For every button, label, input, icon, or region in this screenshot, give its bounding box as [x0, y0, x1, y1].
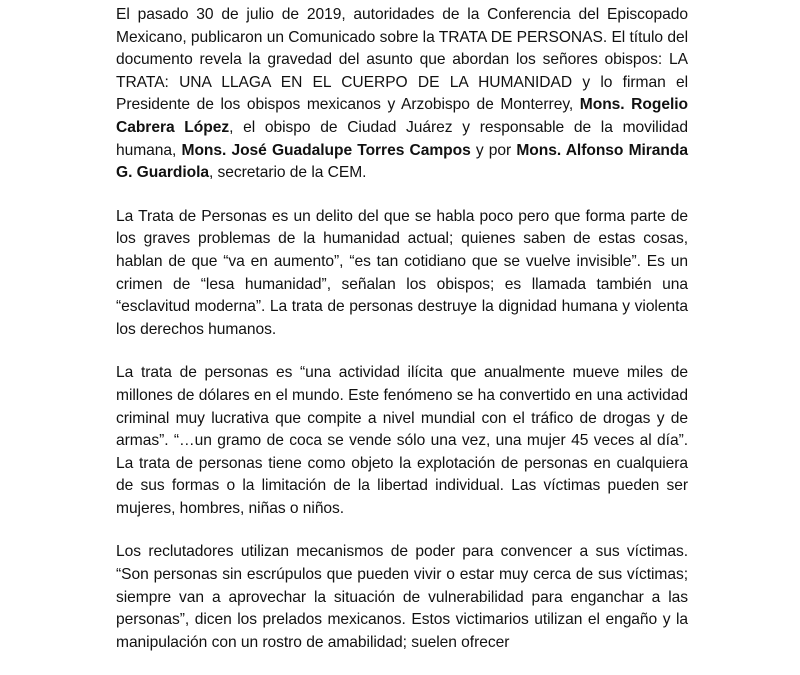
text-segment: La trata de personas es “una actividad ilícita que anualmente mueve miles de millones de dólares en el mundo. Este fenómeno se ha convertido en una actividad criminal muy lucrativa que compite a nivel mundial con el tráfico de drogas y de armas”. “…un gramo de coca se vende sólo una vez, una mujer 45 veces al día”. La trata de personas tiene como objeto la explotación de personas en cualquiera de sus formas o la limitación de la libertad individual. Las víctimas pueden ser mujeres, hombres, niñas o niños.	[116, 364, 688, 517]
text-segment: , el obispo de Ciudad Juárez y responsable de la movilidad humana,	[116, 118, 688, 159]
text-segment: , secretario de la CEM.	[208, 164, 367, 182]
paragraph-definition	[116, 206, 688, 342]
bold-name-miranda: Mons. Alfonso Miranda G. Guardiola	[116, 141, 689, 182]
text-segment: La Trata de Personas es un delito del que se habla poco pero que forma parte de los graves problemas de la humanidad actual; quienes saben de estas cosas, hablan de que “va en aumento”, “es tan cotidiano que se vuelve invisible”. Es un crimen de “lesa humanidad”, señalan los obispos; es llamada también una “esclavitud moderna”. La trata de personas destruye la dignidad humana y violenta los derechos humanos.	[116, 207, 688, 338]
paragraph-economics	[116, 362, 688, 520]
paragraph-recruiters	[116, 541, 688, 654]
bold-name-torres: Mons. José Guadalupe Torres Campos	[181, 141, 471, 159]
bold-name-cabrera: Mons. Rogelio Cabrera López	[116, 96, 689, 136]
text-segment: El pasado 30 de julio de 2019, autoridades de la Conferencia del Episcopado Mexicano, publicaron un Comunicado sobre la TRATA DE PERSONAS. El título del documento revela la gravedad del asunto que abordan los señores obispos: LA TRATA: UNA LLAGA EN EL CUERPO DE LA HUMANIDAD y lo firman el Presidente de los obispos mexicanos y Arzobispo de Monterrey,	[116, 6, 688, 114]
paragraph-intro	[116, 4, 688, 185]
text-segment: Los reclutadores utilizan mecanismos de poder para convencer a sus víctimas. “Son personas sin escrúpulos que pueden vivir o estar muy cerca de sus víctimas; siempre van a aprovechar la situación de vulnerabilidad para enganchar a las personas”, dicen los prelados mexicanos. Estos victimarios utilizan el engaño y la manipulación con un rostro de amabilidad; suelen ofrecer	[116, 543, 688, 651]
text-segment: y por	[470, 141, 517, 159]
document-body	[116, 4, 688, 675]
